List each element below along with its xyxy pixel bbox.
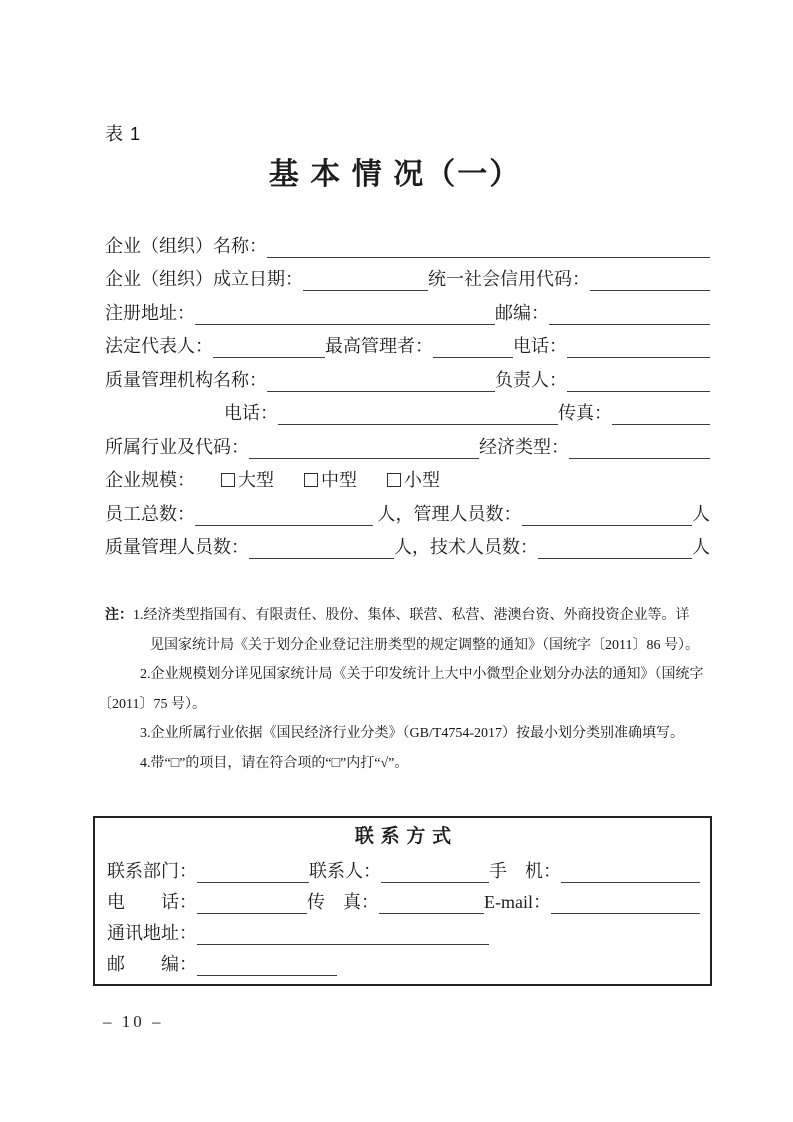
- economic-type-blank[interactable]: [569, 458, 710, 459]
- tech-staff-label: 人，技术人员数：: [394, 537, 538, 557]
- option-small-label: 小型: [404, 470, 440, 490]
- contact-department-blank[interactable]: [197, 882, 309, 883]
- legal-phone-label: 电话：: [513, 336, 567, 356]
- checkbox-icon[interactable]: [387, 473, 401, 487]
- form-row-industry: [105, 425, 710, 459]
- basic-info-form: [105, 224, 710, 559]
- contact-postcode-blank[interactable]: [197, 975, 337, 976]
- contact-title: 联 系 方 式: [354, 826, 453, 847]
- form-row-quality-staff: [105, 526, 710, 560]
- staff-mid-label: 人，管理人员数：: [373, 503, 522, 524]
- credit-code-blank[interactable]: [590, 290, 710, 291]
- staff-total-label: 员工总数：: [105, 503, 195, 524]
- note-1-text: 1.经济类型指国有、有限责任、股份、集体、联营、私营、港澳台资、外商投资企业等。详: [133, 608, 690, 623]
- contact-info-box: [93, 816, 712, 986]
- page-number: – 10 –: [103, 1012, 164, 1031]
- economic-type-label: 经济类型：: [479, 436, 569, 457]
- scale-label: 企业规模：: [105, 470, 195, 490]
- legal-rep-label: 法定代表人：: [105, 336, 213, 356]
- staff-suffix-label: 人: [692, 503, 710, 524]
- form-row-legal-rep: [105, 325, 710, 359]
- checkbox-icon[interactable]: [221, 473, 235, 487]
- quality-head-blank[interactable]: [567, 391, 710, 392]
- manager-count-blank[interactable]: [522, 525, 693, 526]
- notes-prefix: 注：: [105, 608, 133, 623]
- legal-phone-blank[interactable]: [567, 357, 710, 358]
- founding-date-blank[interactable]: [303, 290, 428, 291]
- top-manager-label: 最高管理者：: [325, 336, 433, 356]
- contact-phone-blank[interactable]: [197, 913, 307, 914]
- contact-mobile-blank[interactable]: [561, 882, 700, 883]
- org-name-blank[interactable]: [267, 257, 710, 258]
- checkbox-option-small[interactable]: [387, 469, 440, 492]
- note-line-3: 2.企业规模划分详见国家统计局《关于印发统计上大中小微型企业划分办法的通知》（国统字: [140, 667, 704, 682]
- note-line-1: [105, 601, 710, 631]
- quality-head-label: 负责人：: [495, 369, 567, 390]
- industry-blank[interactable]: [249, 458, 479, 459]
- reg-address-label: 注册地址：: [105, 302, 195, 323]
- contact-fax-blank[interactable]: [379, 913, 484, 914]
- page-title: 基 本 情 况（一）: [268, 158, 522, 191]
- option-medium-label: 中型: [321, 470, 357, 490]
- quality-staff-label: 质量管理人员数：: [105, 537, 249, 557]
- form-row-founding-date: [105, 258, 710, 292]
- checkbox-option-large[interactable]: [221, 469, 274, 492]
- page-content: [98, 122, 710, 986]
- quality-phone-label: 电话：: [224, 403, 278, 423]
- notes-section: [98, 601, 710, 778]
- contact-phone-label: 电 话：: [107, 892, 197, 912]
- checkbox-option-medium[interactable]: [304, 469, 357, 492]
- table-label: 表 1: [105, 124, 142, 144]
- form-row-quality-org: [105, 358, 710, 392]
- note-line-2: 见国家统计局《关于划分企业登记注册类型的规定调整的通知》（国统字〔2011〕86 号）。: [150, 637, 699, 653]
- postcode-blank[interactable]: [549, 324, 710, 325]
- form-row-quality-phone: [224, 392, 710, 426]
- quality-staff-suffix-label: 人: [692, 537, 710, 557]
- industry-label: 所属行业及代码：: [105, 436, 249, 457]
- staff-total-blank[interactable]: [195, 525, 373, 526]
- quality-org-label: 质量管理机构名称：: [105, 369, 267, 390]
- founding-date-label: 企业（组织）成立日期：: [105, 269, 303, 289]
- quality-fax-label: 传真：: [558, 403, 612, 423]
- note-line-5: 3.企业所属行业依据《国民经济行业分类》（GB/T4754-2017）按最小划分类别准确填写。: [140, 726, 685, 741]
- checkbox-icon[interactable]: [304, 473, 318, 487]
- quality-fax-blank[interactable]: [612, 424, 710, 425]
- note-line-4: 〔2011〕75 号）。: [98, 696, 206, 712]
- note-line-6: 4.带“□”的项目，请在符合项的“□”内打“√”。: [140, 755, 409, 771]
- contact-person-label: 联系人：: [309, 861, 381, 881]
- form-row-address: [105, 291, 710, 325]
- org-name-label: 企业（组织）名称：: [105, 235, 267, 256]
- form-row-staff: [105, 492, 710, 526]
- contact-row-4: [107, 945, 700, 976]
- quality-phone-blank[interactable]: [278, 424, 558, 425]
- form-row-scale: [105, 459, 710, 493]
- contact-mobile-label: 手 机：: [489, 861, 561, 881]
- option-large-label: 大型: [238, 470, 274, 490]
- contact-row-2: [107, 883, 700, 914]
- contact-address-blank[interactable]: [197, 944, 489, 945]
- contact-email-label: E-mail：: [484, 892, 551, 912]
- reg-address-blank[interactable]: [195, 324, 495, 325]
- contact-fax-label: 传 真：: [307, 892, 379, 912]
- contact-row-1: [107, 852, 700, 883]
- quality-staff-blank[interactable]: [249, 558, 394, 559]
- contact-email-blank[interactable]: [551, 913, 700, 914]
- contact-person-blank[interactable]: [381, 882, 489, 883]
- quality-org-blank[interactable]: [267, 391, 495, 392]
- contact-postcode-label: 邮 编：: [107, 954, 197, 974]
- postcode-label: 邮编：: [495, 302, 549, 323]
- contact-address-label: 通讯地址：: [107, 923, 197, 943]
- contact-row-3: [107, 914, 700, 945]
- form-row-org-name: [105, 224, 710, 258]
- top-manager-blank[interactable]: [433, 357, 513, 358]
- legal-rep-blank[interactable]: [213, 357, 325, 358]
- credit-code-label: 统一社会信用代码：: [428, 269, 590, 289]
- tech-staff-blank[interactable]: [538, 558, 692, 559]
- contact-department-label: 联系部门：: [107, 861, 197, 881]
